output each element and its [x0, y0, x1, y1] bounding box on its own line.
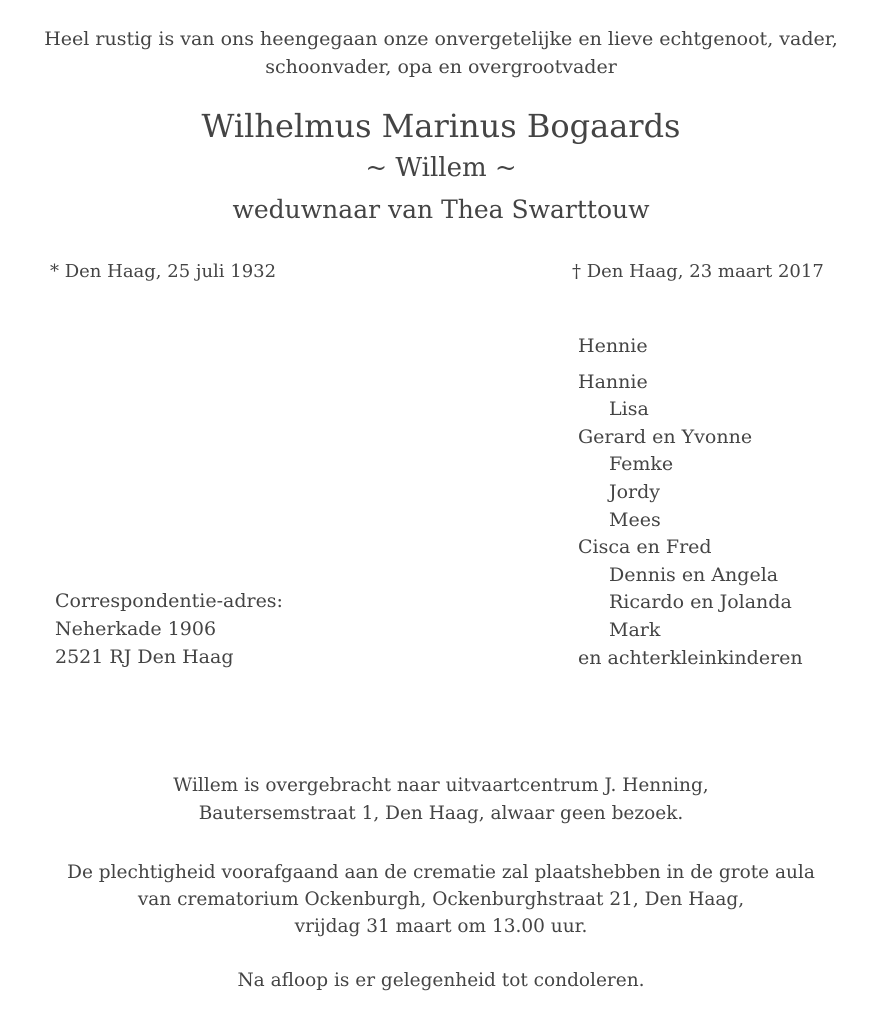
deceased-name: Wilhelmus Marinus Bogaards [201, 107, 681, 145]
family-member: Hannie [578, 370, 648, 393]
family-member-grandchild: Mees [609, 508, 661, 531]
birth-date: * Den Haag, 25 juli 1932 [50, 261, 277, 282]
family-member-grandchild: Jordy [609, 480, 661, 503]
deceased-alias: ~ Willem ~ [365, 153, 517, 183]
family-member: Hennie [578, 335, 648, 357]
family-member: en achterkleinkinderen [578, 646, 803, 669]
ceremony-line-2: van crematorium Ockenburgh, Ockenburghstraat 21, Den Haag, [137, 889, 745, 910]
family-member-grandchild: Mark [609, 618, 661, 641]
family-member-grandchild: Dennis en Angela [609, 563, 779, 586]
correspondence-city: 2521 RJ Den Haag [55, 646, 234, 668]
intro-line-1: Heel rustig is van ons heengegaan onze onvergetelijke en lieve echtgenoot, vader, [44, 28, 838, 50]
correspondence-address [55, 587, 283, 671]
condolences-line: Na afloop is er gelegenheid tot condoleren. [237, 970, 645, 991]
death-date: † Den Haag, 23 maart 2017 [572, 261, 824, 282]
correspondence-label: Correspondentie-adres: [55, 590, 283, 612]
transfer-line-1: Willem is overgebracht naar uitvaartcentrum J. Henning, [173, 775, 709, 796]
ceremony-line-3: vrijdag 31 maart om 13.00 uur. [294, 916, 588, 937]
family-member-grandchild: Femke [609, 453, 674, 476]
ceremony-line-1: De plechtigheid voorafgaand aan de crematie zal plaatshebben in de grote aula [67, 862, 815, 883]
correspondence-street: Neherkade 1906 [55, 618, 217, 640]
family-member-grandchild: Ricardo en Jolanda [609, 591, 792, 614]
transfer-line-2: Bautersemstraat 1, Den Haag, alwaar geen bezoek. [198, 803, 684, 824]
family-member: Cisca en Fred [578, 536, 712, 559]
widower-of: weduwnaar van Thea Swarttouw [232, 195, 650, 224]
family-list [578, 333, 803, 672]
intro-line-2: schoonvader, opa en overgrootvader [265, 56, 617, 78]
family-member-grandchild: Lisa [609, 398, 649, 421]
family-member: Gerard en Yvonne [578, 425, 753, 448]
